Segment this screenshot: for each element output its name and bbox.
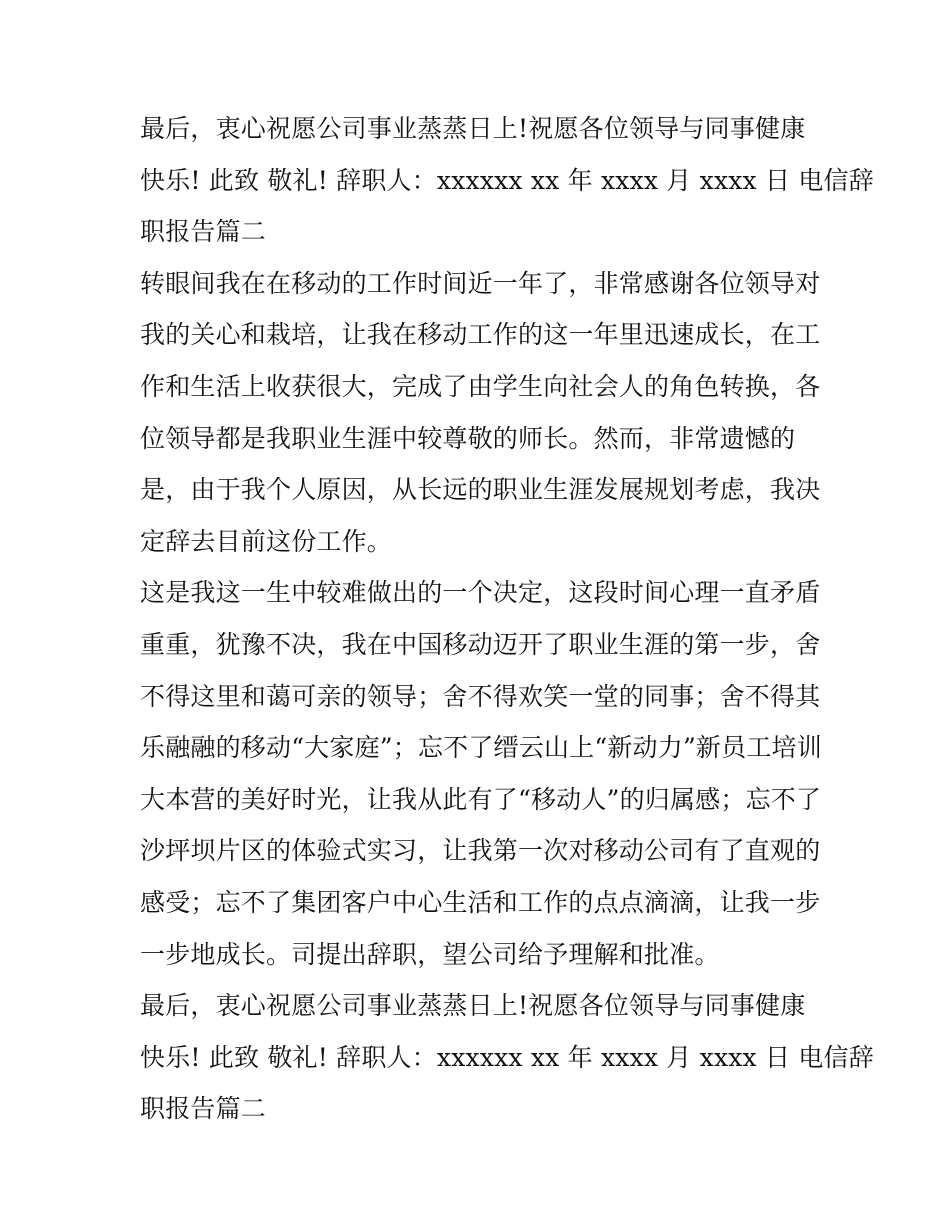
text-line: 快乐! 此致 敬礼! 辞职人：xxxxxx xx 年 xxxx 月 xxxx 日 电信辞 xyxy=(140,165,874,195)
text-line: 作和生活上收获很大，完成了由学生向社会人的角色转换，各 xyxy=(140,371,821,401)
text-line: 乐融融的移动“大家庭”；忘不了缙云山上“新动力”新员工培训 xyxy=(140,733,822,763)
text-line: 位领导都是我职业生涯中较尊敬的师长。然而，非常遗憾的 xyxy=(140,423,796,453)
text-line: 定辞去目前这份工作。 xyxy=(140,526,393,556)
text-line: 职报告篇二 xyxy=(140,217,267,247)
text-line: 职报告篇二 xyxy=(140,1094,267,1124)
text-line: 转眼间我在在移动的工作时间近一年了，非常感谢各位领导对 xyxy=(140,268,821,298)
text-line: 快乐! 此致 敬礼! 辞职人：xxxxxx xx 年 xxxx 月 xxxx 日 电信辞 xyxy=(140,1042,874,1072)
text-line: 这是我这一生中较难做出的一个决定，这段时间心理一直矛盾 xyxy=(140,578,821,608)
text-line: 感受；忘不了集团客户中心生活和工作的点点滴滴，让我一步 xyxy=(140,887,821,917)
text-line: 最后，衷心祝愿公司事业蒸蒸日上!祝愿各位领导与同事健康 xyxy=(140,991,806,1021)
text-line: 不得这里和蔼可亲的领导；舍不得欢笑一堂的同事；舍不得其 xyxy=(140,681,821,711)
text-line: 大本营的美好时光，让我从此有了“移动人”的归属感；忘不了 xyxy=(140,784,822,814)
text-line: 重重，犹豫不决，我在中国移动迈开了职业生涯的第一步，舍 xyxy=(140,629,821,659)
text-line: 沙坪坝片区的体验式实习，让我第一次对移动公司有了直观的 xyxy=(140,836,821,866)
text-line: 最后，衷心祝愿公司事业蒸蒸日上!祝愿各位领导与同事健康 xyxy=(140,114,806,143)
text-line: 是，由于我个人原因，从长远的职业生涯发展规划考虑，我决 xyxy=(140,475,821,505)
text-line: 我的关心和栽培，让我在移动工作的这一年里迅速成长，在工 xyxy=(140,320,821,350)
document-body xyxy=(140,103,874,1135)
text-line: 一步地成长。司提出辞职，望公司给予理解和批准。 xyxy=(140,939,720,969)
